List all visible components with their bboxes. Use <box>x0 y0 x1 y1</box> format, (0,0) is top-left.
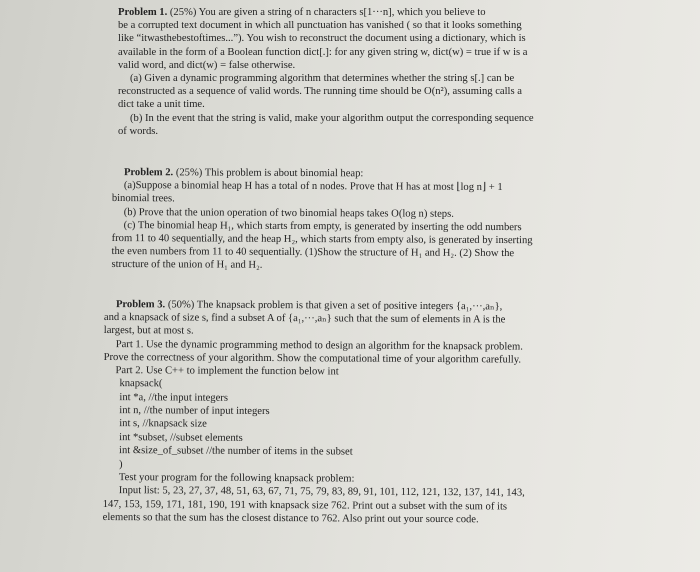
problem-1 <box>118 6 638 138</box>
code-line: knapsack( <box>119 378 163 390</box>
input-list: Input list: 5, 23, 27, 37, 48, 51, 63, 67, 71, 75, 79, 83, 89, 91, 101, 112, 121, 132, 137, 141, 143, <box>118 485 525 500</box>
code-line: int &size_of_subset //the number of items in the subset <box>119 445 353 458</box>
problem-3-line: Prove the correctness of your algorithm. Show the computational time of your algorithm carefully. <box>103 351 522 366</box>
code-block <box>103 377 634 501</box>
problem-1-text: (25%) You are given a string of n characters s[1···n], which you believe to <box>169 7 486 18</box>
test-instruction: Test your program for the following knapsack problem: <box>118 472 355 485</box>
problem-1-line: available in the form of a Boolean function dict[.]: for any given string w, dict(w) = true if w is a <box>118 46 528 58</box>
problem-3-line: and a knapsack of size s, find a subset A of {a₁,···,aₙ} such that the sum of elements in A is the <box>103 312 506 326</box>
problem-1-line: valid word, and dict(w) = false otherwise. <box>118 59 296 71</box>
problem-1-line <box>118 6 638 19</box>
problem-1-line: like “itwasthebestoftimes...”). You wish to reconstruct the document using a dictionary, which is <box>118 33 526 45</box>
code-line: ) <box>118 458 123 470</box>
problem-3-line: largest, but at most s. <box>103 325 194 337</box>
problem-1-line: of words. <box>118 125 159 137</box>
code-line: int *a, //the input integers <box>119 391 229 404</box>
problem-3-heading: Problem 3. <box>115 299 166 311</box>
problem-3 <box>103 298 634 528</box>
problem-3-line: 147, 153, 159, 171, 181, 190, 191 with knapsack size 762. Print out a subset with the sum of its <box>102 498 508 513</box>
problem-2-line: binomial trees. <box>111 193 175 205</box>
problem-3-line: elements so that the sum has the closest distance to 762. Also print out your source code. <box>102 512 479 526</box>
problem-1-line: dict take a unit time. <box>118 99 205 111</box>
problem-3-part-2: Part 2. Use C++ to implement the function below int <box>115 365 339 378</box>
problem-3-part-1: Part 1. Use the dynamic programming method to design an algorithm for the knapsack problem. <box>115 338 523 353</box>
problem-2 <box>111 166 640 274</box>
problem-1-line: be a corrupted text document in which all punctuation has vanished ( so that it looks something <box>118 20 522 32</box>
problem-1-heading: Problem 1. <box>118 7 168 18</box>
problem-2-line: structure of the union of H₁ and H₂. <box>111 259 263 272</box>
problem-2-part-a: (a)Suppose a binomial heap H has a total of n nodes. Prove that H has at most ⌊log n⌋ + 1 <box>123 180 503 194</box>
problem-2-line: from 11 to 40 sequentially, and the heap H₂, which starts from empty also, is generated by inserting <box>111 233 533 247</box>
problem-1-part-b: (b) In the event that the string is valid, make your algorithm output the corresponding sequence <box>130 112 534 124</box>
problem-1-line: reconstructed as a sequence of valid words. The running time should be O(n²), assuming calls a <box>118 86 522 98</box>
problem-2-line: the even numbers from 11 to 40 sequentially. (1)Show the structure of H₁ and H₂. (2) Show the <box>111 246 515 260</box>
code-line: int *subset, //subset elements <box>119 431 243 444</box>
problem-3-text: (50%) The knapsack problem is that given a set of positive integers {a₁,···,aₙ}, <box>167 299 503 313</box>
problem-2-part-c: (c) The binomial heap H₁, which starts from empty, is generated by inserting the odd numbers <box>123 219 522 233</box>
problem-2-part-b: (b) Prove that the union operation of two binomial heaps takes O(log n) steps. <box>123 206 454 220</box>
problem-2-heading: Problem 2. <box>123 167 174 179</box>
code-line: int n, //the number of input integers <box>119 405 270 418</box>
problem-1-part-a: (a) Given a dynamic programming algorithm that determines whether the string s[.] can be <box>130 73 515 85</box>
problem-2-text: (25%) This problem is about binomial heap: <box>175 167 364 180</box>
code-line: int s, //knapsack size <box>119 418 207 431</box>
